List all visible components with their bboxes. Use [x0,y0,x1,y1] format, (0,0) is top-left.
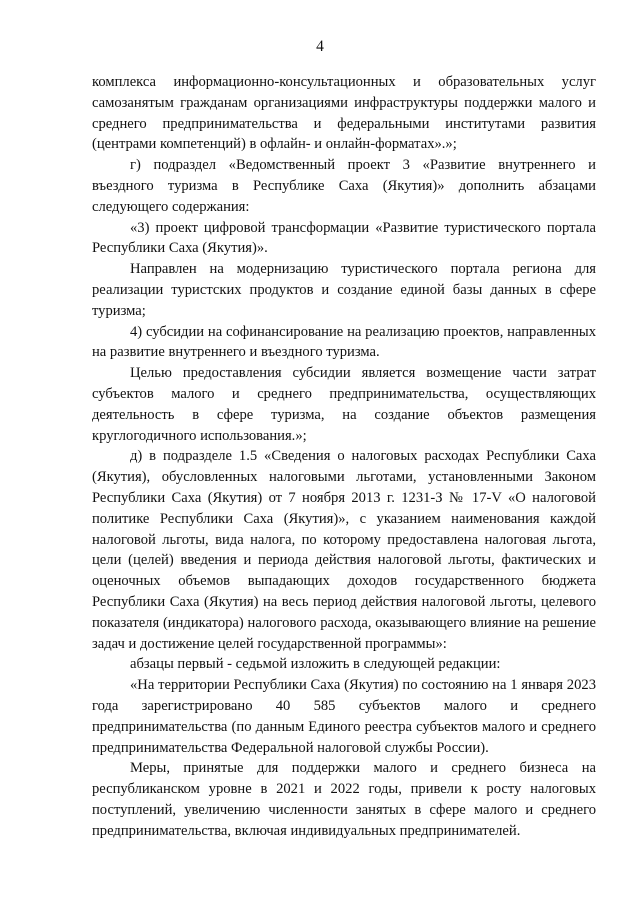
paragraph-subsidies-4: 4) субсидии на софинансирование на реализацию проектов, направленных на развитие внутреннего и въездного туризма. [92,323,596,361]
document-body [92,72,596,841]
paragraph-paragraphs-replace: абзацы первый - седьмой изложить в следующей редакции: [130,656,501,673]
paragraph-project-3: «3) проект цифровой трансформации «Развитие туристического портала Республики Саха (Якутия)». [92,219,596,257]
paragraph-subsidy-goal: Целью предоставления субсидии является возмещение части затрат субъектов малого и среднего предпринимательства, осуществляющих деятельность в сфере туризма, на создание объектов размещения круглогодичного использования.»; [92,365,596,444]
paragraph-support-measures: Меры, принятые для поддержки малого и среднего бизнеса на республиканском уровне в 2021 и 2022 годы, привели к росту налоговых поступлений, увеличению численности занятых в сфере малого и среднего предпринимательства, включая индивидуальных предпринимателей. [92,760,596,839]
page-number: 4 [316,38,324,55]
paragraph-continuation: комплекса информационно-консультационных и образовательных услуг самозанятым гражданам организациями инфраструктуры поддержки малого и среднего предпринимательства и федеральными институтами развития (центрами компетенций) в офлайн- и онлайн-форматах».»; [92,74,596,153]
paragraph-registered-entities: «На территории Республики Саха (Якутия) по состоянию на 1 января 2023 года зарегистрировано 40 585 субъектов малого и среднего предпринимательства (по данным Единого реестра субъектов малого и среднего предпринимательства Федеральной налоговой службы России). [92,677,596,756]
paragraph-portal-modernization: Направлен на модернизацию туристического портала региона для реализации туристских продуктов и создание единой базы данных в сфере туризма; [92,261,596,319]
paragraph-subsection-g: г) подраздел «Ведомственный проект 3 «Развитие внутреннего и въездного туризма в Республике Саха (Якутия)» дополнить абзацами следующего содержания: [92,157,596,215]
paragraph-subsection-d: д) в подразделе 1.5 «Сведения о налоговых расходах Республики Саха (Якутия), обусловленных налоговыми льготами, установленными Законом Республики Саха (Якутия) от 7 ноября 2013 г. 1231-З № 17-V «О налоговой политике Республики Саха (Якутия)», с указанием наименования каждой налоговой льготы, вида налога, по которому предоставлена налоговая льгота, цели (целей) введения и периода действия налоговой льготы, фактических и оценочных объемов выпадающих доходов государственного бюджета Республики Саха (Якутия) на весь период действия налоговой льготы, целевого показателя (индикатора) налогового расхода, оказывающего влияние на решение задач и достижение целей государственной программы»: [92,448,596,652]
